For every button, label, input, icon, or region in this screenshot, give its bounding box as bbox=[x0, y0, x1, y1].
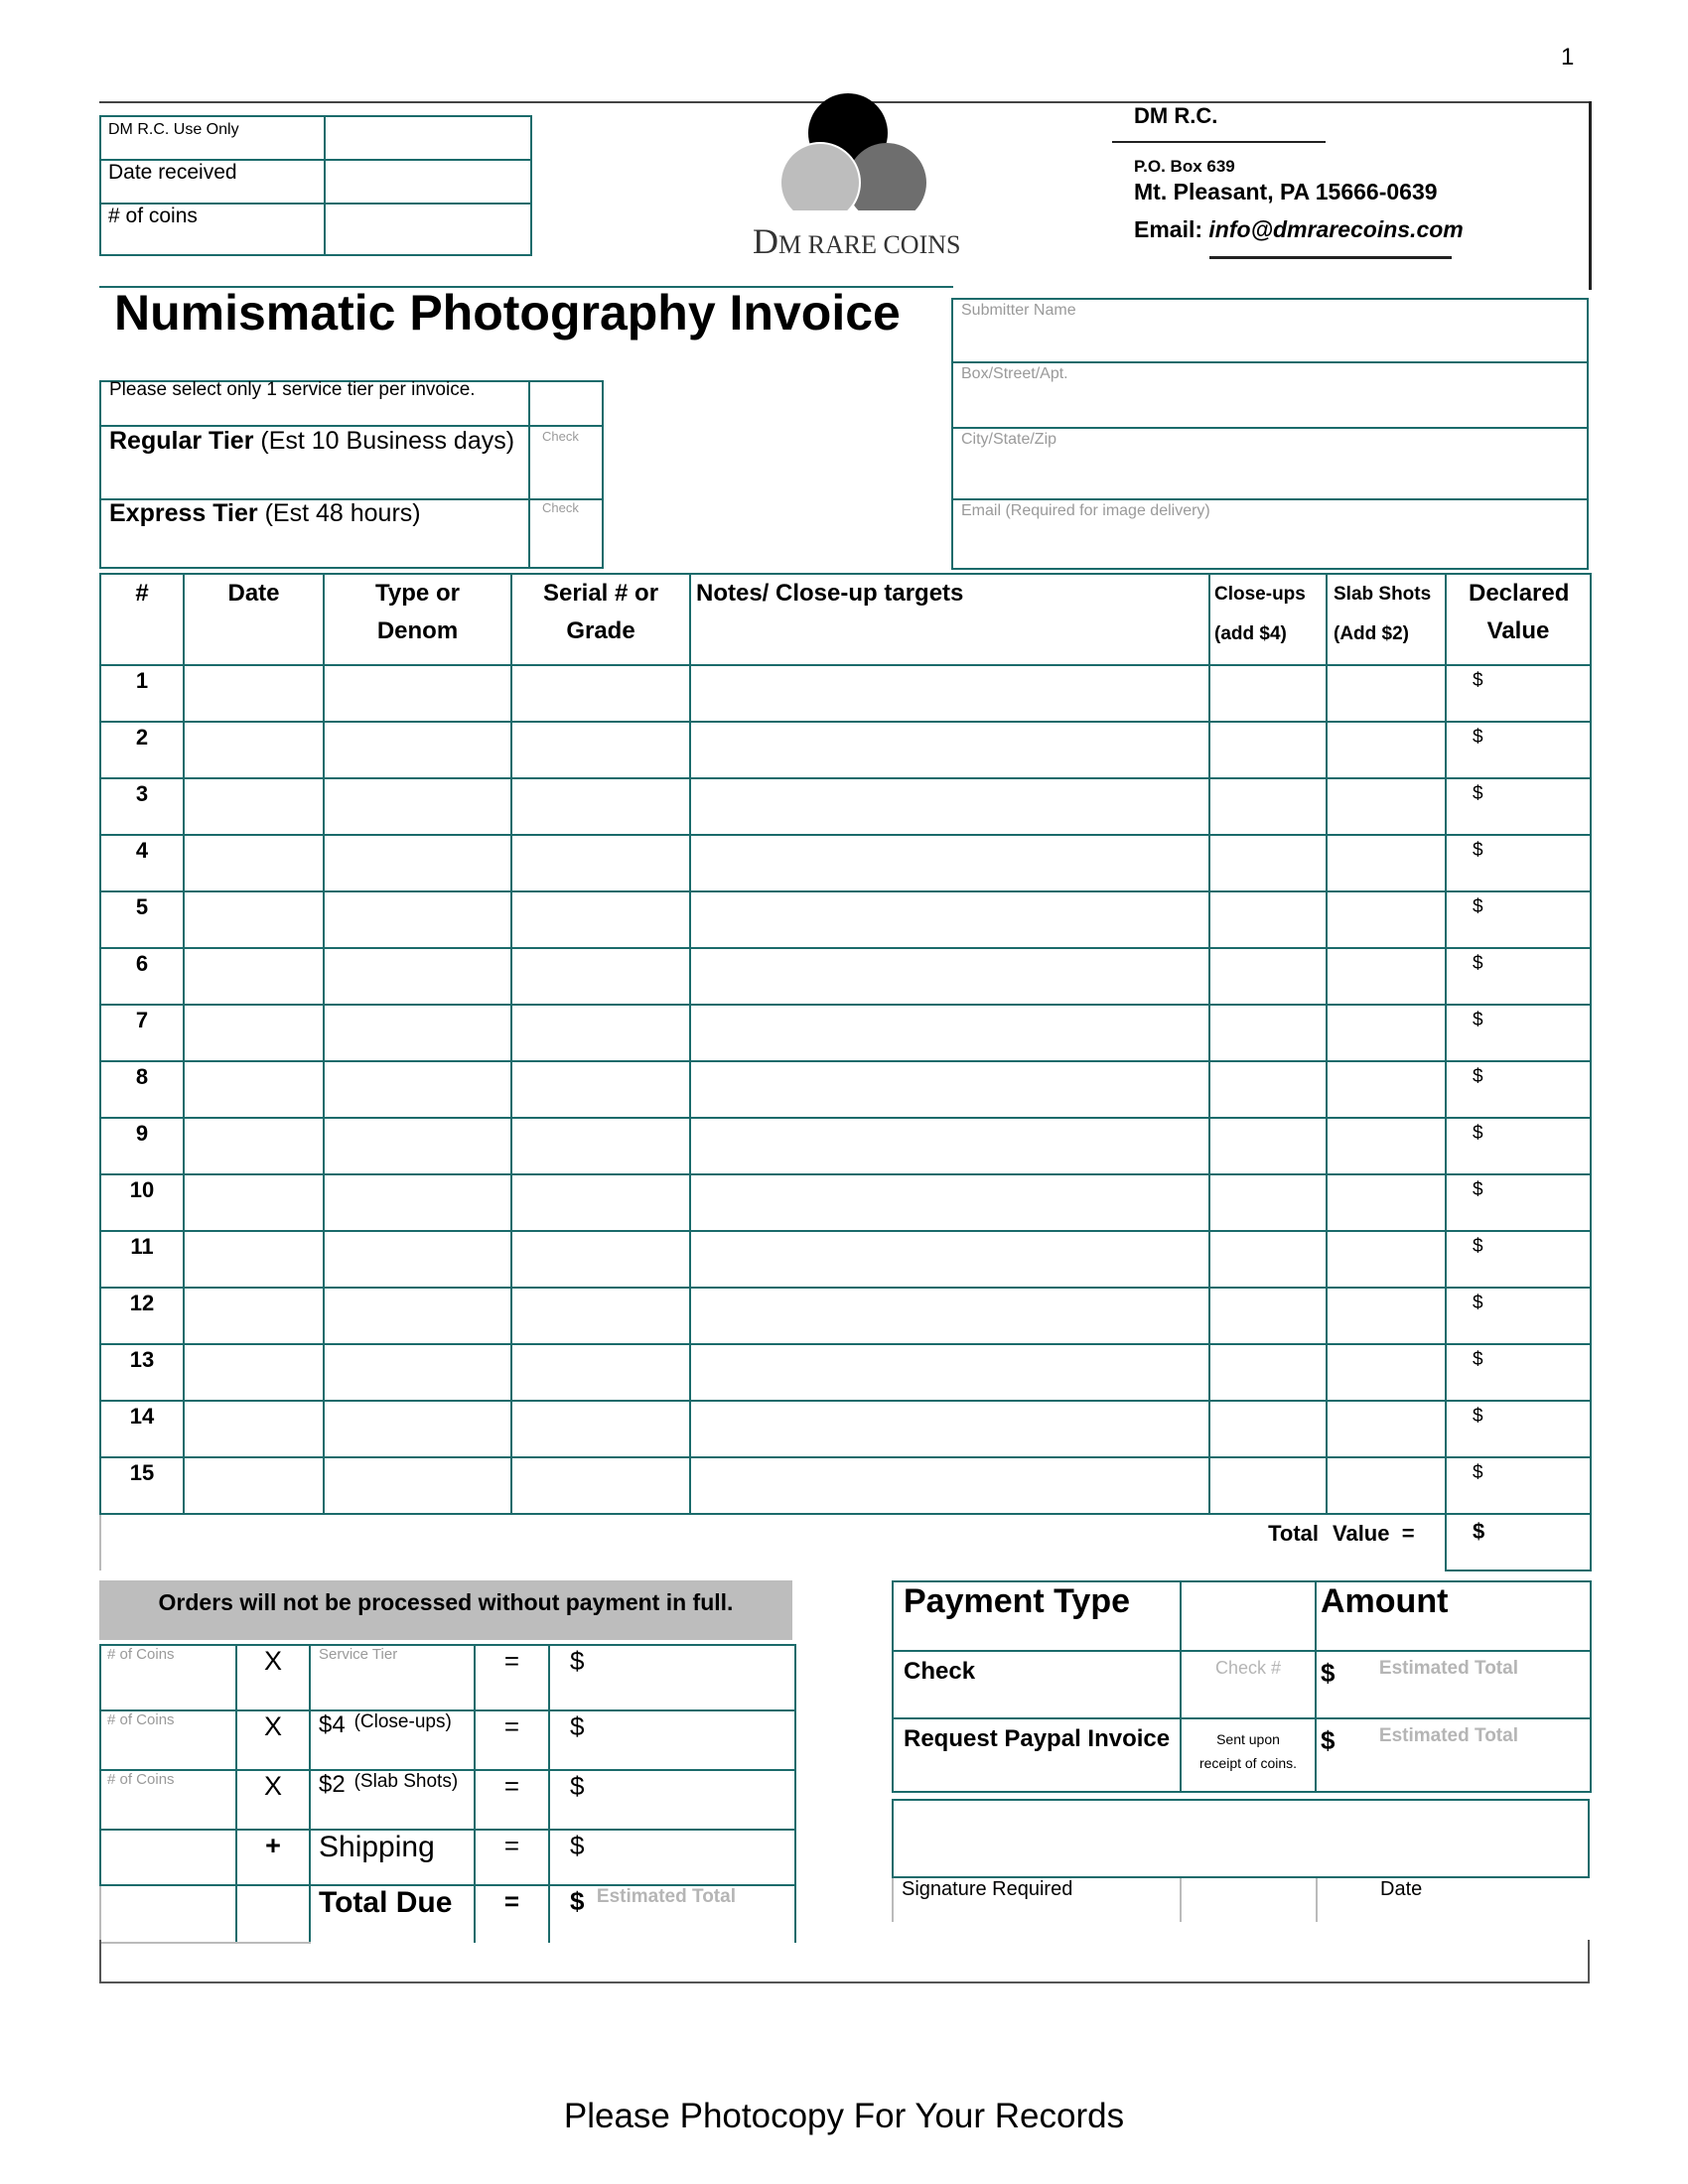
row-closeups-cell[interactable] bbox=[1209, 1061, 1327, 1118]
row-date-cell[interactable] bbox=[184, 835, 324, 891]
calc-equals-4: = bbox=[475, 1830, 549, 1885]
payment-table bbox=[892, 1580, 1592, 1793]
row-type-cell[interactable] bbox=[324, 948, 511, 1005]
city-placeholder: City/State/Zip bbox=[961, 431, 1057, 448]
email-placeholder: Email (Required for image delivery) bbox=[961, 502, 1210, 519]
row-serial-cell[interactable] bbox=[511, 1118, 690, 1174]
row-slab-cell[interactable] bbox=[1327, 1118, 1446, 1174]
row-type-cell[interactable] bbox=[324, 722, 511, 778]
row-num-cell: 2 bbox=[100, 722, 184, 778]
row-date-cell[interactable] bbox=[184, 1344, 324, 1401]
row-num-cell: 1 bbox=[100, 665, 184, 722]
calc-coins-field-1[interactable]: # of Coins bbox=[100, 1645, 236, 1710]
col-header-declared: Declared Value bbox=[1446, 574, 1591, 665]
table-row bbox=[100, 778, 1591, 835]
calc-bottom-box bbox=[99, 1940, 1590, 1983]
row-serial-cell[interactable] bbox=[511, 835, 690, 891]
amount-header: Amount bbox=[1316, 1581, 1591, 1651]
total-label: Total bbox=[1268, 1521, 1319, 1546]
row-declared-cell[interactable]: $ bbox=[1446, 778, 1591, 835]
row-date-cell[interactable] bbox=[184, 1174, 324, 1231]
row-slab-cell[interactable] bbox=[1327, 948, 1446, 1005]
date-received-label: Date received bbox=[100, 160, 325, 204]
row-declared-cell[interactable]: $ bbox=[1446, 665, 1591, 722]
value-label: Value = bbox=[1333, 1521, 1415, 1546]
row-type-cell[interactable] bbox=[324, 1005, 511, 1061]
row-type-cell[interactable] bbox=[324, 1457, 511, 1514]
footer-note: Please Photocopy For Your Records bbox=[563, 2097, 1125, 2135]
calc-total-blank-1 bbox=[100, 1885, 236, 1943]
calc-closeup-price: $4 (Close-ups) bbox=[310, 1710, 475, 1770]
row-slab-cell[interactable] bbox=[1327, 1344, 1446, 1401]
row-serial-cell[interactable] bbox=[511, 778, 690, 835]
row-serial-cell[interactable] bbox=[511, 948, 690, 1005]
calc-equals-3: = bbox=[475, 1770, 549, 1830]
row-closeups-cell[interactable] bbox=[1209, 835, 1327, 891]
table-row bbox=[100, 835, 1591, 891]
regular-tier-checkbox[interactable]: Check bbox=[542, 429, 579, 444]
row-notes-cell[interactable] bbox=[690, 891, 1209, 948]
row-slab-cell[interactable] bbox=[1327, 1457, 1446, 1514]
table-row bbox=[100, 722, 1591, 778]
company-name-rule bbox=[1112, 141, 1326, 143]
row-notes-cell[interactable] bbox=[690, 1344, 1209, 1401]
col-header-type: Type or Denom bbox=[324, 574, 511, 665]
table-row bbox=[100, 1401, 1591, 1457]
row-num-cell: 9 bbox=[100, 1118, 184, 1174]
row-type-cell[interactable] bbox=[324, 1288, 511, 1344]
calc-coins-field-3[interactable]: # of Coins bbox=[100, 1770, 236, 1830]
row-slab-cell[interactable] bbox=[1327, 1288, 1446, 1344]
row-num-cell: 5 bbox=[100, 891, 184, 948]
table-row bbox=[100, 891, 1591, 948]
calc-result-1[interactable]: $ bbox=[549, 1645, 795, 1710]
signature-field[interactable] bbox=[892, 1799, 1590, 1878]
row-declared-cell[interactable]: $ bbox=[1446, 1457, 1591, 1514]
row-declared-cell[interactable]: $ bbox=[1446, 1174, 1591, 1231]
street-placeholder: Box/Street/Apt. bbox=[961, 365, 1068, 382]
table-row bbox=[100, 1231, 1591, 1288]
row-serial-cell[interactable] bbox=[511, 1457, 690, 1514]
po-box: P.O. Box 639 bbox=[1134, 157, 1235, 176]
submitter-name-placeholder: Submitter Name bbox=[961, 302, 1076, 319]
items-table bbox=[99, 573, 1592, 1571]
calc-times-2: X bbox=[236, 1710, 310, 1770]
table-row bbox=[100, 1061, 1591, 1118]
row-type-cell[interactable] bbox=[324, 1401, 511, 1457]
logo bbox=[745, 91, 963, 260]
row-notes-cell[interactable] bbox=[690, 665, 1209, 722]
row-declared-cell[interactable]: $ bbox=[1446, 1005, 1591, 1061]
row-serial-cell[interactable] bbox=[511, 1344, 690, 1401]
col-header-slab: Slab Shots (Add $2) bbox=[1327, 574, 1446, 665]
calc-total-due-result[interactable]: $ Estimated Total bbox=[549, 1885, 795, 1943]
calc-total-due-label: Total Due bbox=[310, 1885, 475, 1943]
calc-total-blank-2 bbox=[236, 1885, 310, 1943]
row-serial-cell[interactable] bbox=[511, 665, 690, 722]
table-row bbox=[100, 1457, 1591, 1514]
row-date-cell[interactable] bbox=[184, 1118, 324, 1174]
table-row bbox=[100, 1174, 1591, 1231]
signature-date-label: Date bbox=[1380, 1878, 1423, 1900]
row-type-cell[interactable] bbox=[324, 778, 511, 835]
row-closeups-cell[interactable] bbox=[1209, 1231, 1327, 1288]
use-only-blank-1[interactable] bbox=[325, 116, 531, 160]
row-notes-cell[interactable] bbox=[690, 1231, 1209, 1288]
row-type-cell[interactable] bbox=[324, 891, 511, 948]
total-value-cell[interactable]: $ bbox=[1446, 1514, 1591, 1570]
coins-count-label: # of coins bbox=[100, 204, 325, 255]
col-header-serial: Serial # or Grade bbox=[511, 574, 690, 665]
col-header-num: # bbox=[100, 574, 184, 665]
row-type-cell[interactable] bbox=[324, 835, 511, 891]
row-type-cell[interactable] bbox=[324, 1231, 511, 1288]
row-date-cell[interactable] bbox=[184, 778, 324, 835]
regular-tier-label: Regular Tier (Est 10 Business days) bbox=[109, 427, 515, 455]
row-closeups-cell[interactable] bbox=[1209, 1288, 1327, 1344]
row-serial-cell[interactable] bbox=[511, 1061, 690, 1118]
row-slab-cell[interactable] bbox=[1327, 722, 1446, 778]
row-num-cell: 15 bbox=[100, 1457, 184, 1514]
row-slab-cell[interactable] bbox=[1327, 1174, 1446, 1231]
row-num-cell: 11 bbox=[100, 1231, 184, 1288]
row-serial-cell[interactable] bbox=[511, 1005, 690, 1061]
total-row bbox=[100, 1514, 1591, 1570]
row-slab-cell[interactable] bbox=[1327, 1061, 1446, 1118]
row-num-cell: 7 bbox=[100, 1005, 184, 1061]
calc-coins-field-2[interactable]: # of Coins bbox=[100, 1710, 236, 1770]
calc-times-3: X bbox=[236, 1770, 310, 1830]
row-closeups-cell[interactable] bbox=[1209, 1401, 1327, 1457]
use-only-title: DM R.C. Use Only bbox=[100, 116, 325, 160]
payment-note-text: Orders will not be processed without payment in full. bbox=[158, 1589, 734, 1615]
col-header-notes: Notes/ Close-up targets bbox=[690, 574, 1209, 665]
calc-service-tier-field[interactable]: Service Tier bbox=[310, 1645, 475, 1710]
row-type-cell[interactable] bbox=[324, 1118, 511, 1174]
tier-check-column-line bbox=[528, 380, 530, 569]
row-notes-cell[interactable] bbox=[690, 835, 1209, 891]
table-row bbox=[100, 1005, 1591, 1061]
calc-shipping-result[interactable]: $ bbox=[549, 1830, 795, 1885]
row-declared-cell[interactable]: $ bbox=[1446, 1401, 1591, 1457]
row-declared-cell[interactable]: $ bbox=[1446, 1231, 1591, 1288]
company-name: DM R.C. bbox=[1134, 103, 1218, 128]
row-date-cell[interactable] bbox=[184, 948, 324, 1005]
row-type-cell[interactable] bbox=[324, 1344, 511, 1401]
page-title: Numismatic Photography Invoice bbox=[114, 285, 901, 341]
table-row bbox=[100, 1118, 1591, 1174]
row-notes-cell[interactable] bbox=[690, 948, 1209, 1005]
row-slab-cell[interactable] bbox=[1327, 665, 1446, 722]
date-received-field[interactable] bbox=[325, 160, 531, 204]
row-type-cell[interactable] bbox=[324, 1061, 511, 1118]
row-notes-cell[interactable] bbox=[690, 1061, 1209, 1118]
signature-divider-2 bbox=[1316, 1878, 1318, 1922]
total-row-blank bbox=[100, 1514, 1209, 1570]
row-closeups-cell[interactable] bbox=[1209, 1344, 1327, 1401]
calc-equals-1: = bbox=[475, 1645, 549, 1710]
email-field[interactable] bbox=[951, 498, 1589, 570]
page-number: 1 bbox=[1561, 44, 1575, 70]
row-num-cell: 13 bbox=[100, 1344, 184, 1401]
email-value[interactable]: info@dmrarecoins.com bbox=[1208, 216, 1464, 242]
row-closeups-cell[interactable] bbox=[1209, 722, 1327, 778]
tier-note: Please select only 1 service tier per invoice. bbox=[109, 379, 476, 400]
payment-paypal-label: Request Paypal Invoice bbox=[893, 1718, 1181, 1792]
row-notes-cell[interactable] bbox=[690, 1457, 1209, 1514]
check-number-field[interactable]: Check # bbox=[1181, 1651, 1316, 1718]
row-serial-cell[interactable] bbox=[511, 1174, 690, 1231]
table-row bbox=[100, 1288, 1591, 1344]
row-declared-cell[interactable]: $ bbox=[1446, 722, 1591, 778]
row-closeups-cell[interactable] bbox=[1209, 1457, 1327, 1514]
email-line bbox=[1134, 216, 1464, 243]
calc-shipping-blank bbox=[100, 1830, 236, 1885]
row-notes-cell[interactable] bbox=[690, 1288, 1209, 1344]
row-closeups-cell[interactable] bbox=[1209, 1174, 1327, 1231]
row-notes-cell[interactable] bbox=[690, 1401, 1209, 1457]
calc-result-2[interactable]: $ bbox=[549, 1710, 795, 1770]
row-declared-cell[interactable]: $ bbox=[1446, 1118, 1591, 1174]
row-closeups-cell[interactable] bbox=[1209, 778, 1327, 835]
payment-check-label: Check bbox=[893, 1651, 1181, 1718]
row-notes-cell[interactable] bbox=[690, 778, 1209, 835]
calc-shipping-label: Shipping bbox=[310, 1830, 475, 1885]
row-serial-cell[interactable] bbox=[511, 722, 690, 778]
row-notes-cell[interactable] bbox=[690, 722, 1209, 778]
payment-note-banner bbox=[99, 1580, 792, 1640]
row-num-cell: 4 bbox=[100, 835, 184, 891]
row-num-cell: 12 bbox=[100, 1288, 184, 1344]
logo-wordmark: DM RARE COINS bbox=[753, 221, 961, 261]
use-only-box bbox=[99, 115, 532, 256]
email-rule bbox=[1209, 256, 1452, 259]
row-declared-cell[interactable]: $ bbox=[1446, 1344, 1591, 1401]
signature-label: Signature Required bbox=[902, 1878, 1073, 1900]
row-closeups-cell[interactable] bbox=[1209, 948, 1327, 1005]
submitter-name-field[interactable] bbox=[951, 298, 1589, 363]
row-date-cell[interactable] bbox=[184, 1231, 324, 1288]
express-tier-label: Express Tier (Est 48 hours) bbox=[109, 499, 421, 527]
row-slab-cell[interactable] bbox=[1327, 835, 1446, 891]
row-declared-cell[interactable]: $ bbox=[1446, 835, 1591, 891]
signature-divider-left bbox=[892, 1878, 894, 1922]
row-serial-cell[interactable] bbox=[511, 1231, 690, 1288]
street-field[interactable] bbox=[951, 361, 1589, 429]
row-closeups-cell[interactable] bbox=[1209, 1118, 1327, 1174]
calc-plus: + bbox=[236, 1830, 310, 1885]
table-row bbox=[100, 665, 1591, 722]
row-date-cell[interactable] bbox=[184, 1288, 324, 1344]
row-slab-cell[interactable] bbox=[1327, 1005, 1446, 1061]
row-serial-cell[interactable] bbox=[511, 1288, 690, 1344]
row-date-cell[interactable] bbox=[184, 1457, 324, 1514]
row-notes-cell[interactable] bbox=[690, 1005, 1209, 1061]
table-row bbox=[100, 948, 1591, 1005]
row-date-cell[interactable] bbox=[184, 1401, 324, 1457]
calc-result-3[interactable]: $ bbox=[549, 1770, 795, 1830]
payment-header-blank bbox=[1181, 1581, 1316, 1651]
row-serial-cell[interactable] bbox=[511, 1401, 690, 1457]
express-tier-checkbox[interactable]: Check bbox=[542, 500, 579, 515]
row-declared-cell[interactable]: $ bbox=[1446, 891, 1591, 948]
row-notes-cell[interactable] bbox=[690, 1118, 1209, 1174]
row-notes-cell[interactable] bbox=[690, 1174, 1209, 1231]
row-slab-cell[interactable] bbox=[1327, 1401, 1446, 1457]
row-num-cell: 10 bbox=[100, 1174, 184, 1231]
payment-type-header: Payment Type bbox=[893, 1581, 1181, 1651]
table-row bbox=[100, 1344, 1591, 1401]
col-header-date: Date bbox=[184, 574, 324, 665]
signature-divider-1 bbox=[1180, 1878, 1182, 1922]
row-num-cell: 6 bbox=[100, 948, 184, 1005]
row-slab-cell[interactable] bbox=[1327, 778, 1446, 835]
row-declared-cell[interactable]: $ bbox=[1446, 1288, 1591, 1344]
calc-slab-price: $2 (Slab Shots) bbox=[310, 1770, 475, 1830]
calc-times-1: X bbox=[236, 1645, 310, 1710]
row-declared-cell[interactable]: $ bbox=[1446, 948, 1591, 1005]
paypal-note: Sent upon receipt of coins. bbox=[1181, 1718, 1316, 1792]
city-line: Mt. Pleasant, PA 15666-0639 bbox=[1134, 179, 1438, 205]
row-num-cell: 3 bbox=[100, 778, 184, 835]
coins-count-field[interactable] bbox=[325, 204, 531, 255]
right-rule bbox=[1589, 101, 1592, 290]
row-slab-cell[interactable] bbox=[1327, 891, 1446, 948]
row-type-cell[interactable] bbox=[324, 1174, 511, 1231]
row-num-cell: 8 bbox=[100, 1061, 184, 1118]
row-closeups-cell[interactable] bbox=[1209, 665, 1327, 722]
row-date-cell[interactable] bbox=[184, 722, 324, 778]
row-date-cell[interactable] bbox=[184, 665, 324, 722]
coins-logo-icon bbox=[745, 91, 963, 210]
col-header-closeups: Close-ups (add $4) bbox=[1209, 574, 1327, 665]
row-slab-cell[interactable] bbox=[1327, 1231, 1446, 1288]
row-type-cell[interactable] bbox=[324, 665, 511, 722]
row-closeups-cell[interactable] bbox=[1209, 1005, 1327, 1061]
check-amount-field[interactable]: $ Estimated Total bbox=[1316, 1651, 1591, 1718]
calc-equals-2: = bbox=[475, 1710, 549, 1770]
calc-equals-5: = bbox=[475, 1885, 549, 1943]
row-serial-cell[interactable] bbox=[511, 891, 690, 948]
email-label: Email: bbox=[1134, 216, 1203, 242]
row-num-cell: 14 bbox=[100, 1401, 184, 1457]
city-field[interactable] bbox=[951, 427, 1589, 500]
row-date-cell[interactable] bbox=[184, 1005, 324, 1061]
row-declared-cell[interactable]: $ bbox=[1446, 1061, 1591, 1118]
row-date-cell[interactable] bbox=[184, 891, 324, 948]
paypal-amount-field[interactable]: $ Estimated Total bbox=[1316, 1718, 1591, 1792]
row-closeups-cell[interactable] bbox=[1209, 891, 1327, 948]
calc-table bbox=[99, 1644, 796, 1944]
row-date-cell[interactable] bbox=[184, 1061, 324, 1118]
